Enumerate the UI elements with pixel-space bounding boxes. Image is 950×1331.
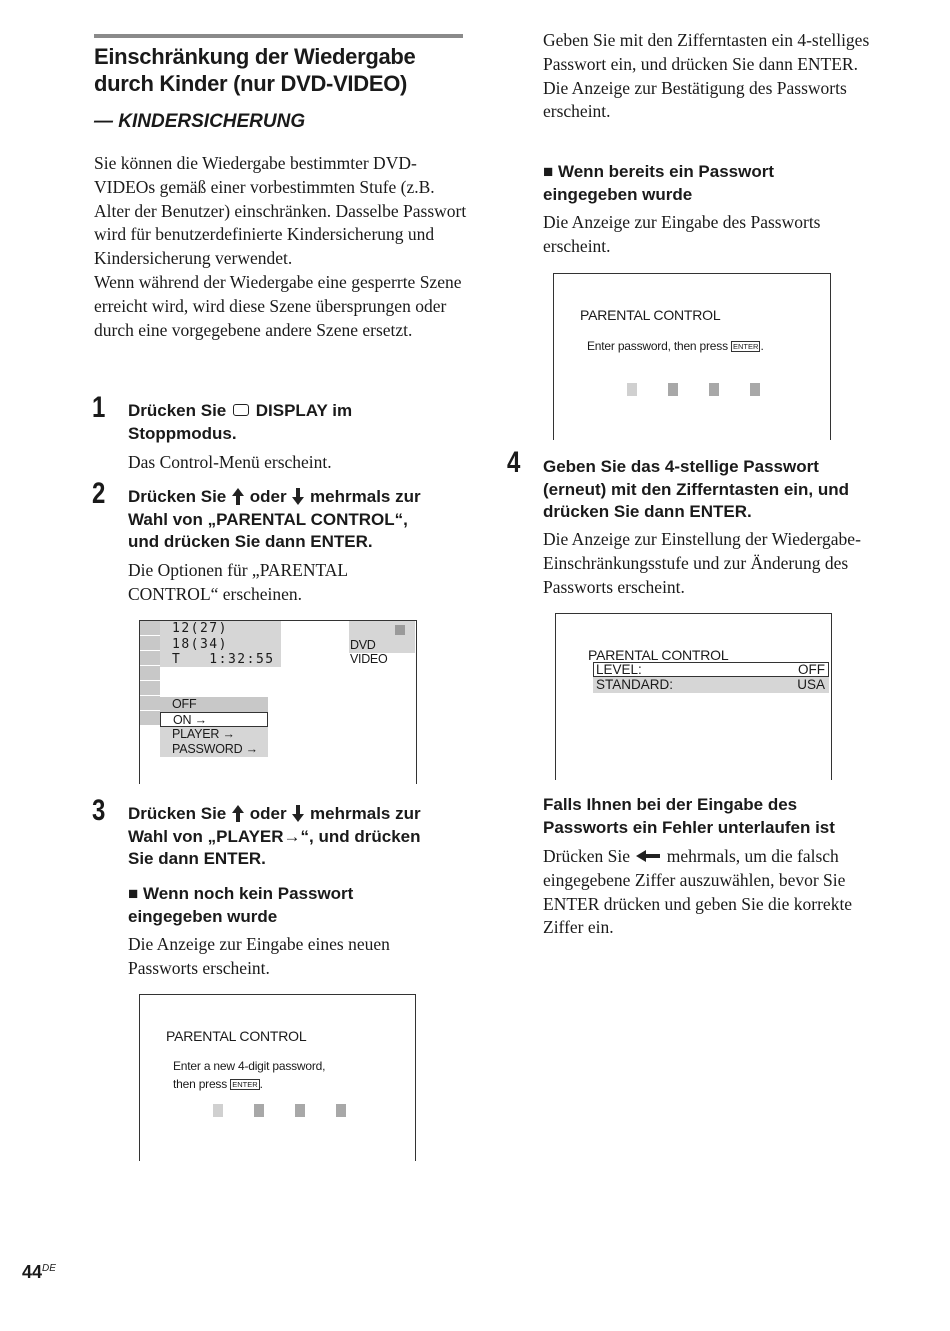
level-row[interactable] (593, 662, 829, 677)
intro-paragraph-1: Sie können die Wiedergabe bestimmter DVD-VIDEOs gemäß einer vorbestimmten Stufe (z.B. Alter der Benutzer) einschränken. Dasselbe Passwort wird für benutzerdefinierte Kindersicherung und Kindersicherung verwendet. (94, 153, 467, 269)
step-3-subheading-2: ■ Wenn bereits ein Passwort eingegeben wurde (543, 162, 775, 204)
screen-title: PARENTAL CONTROL (580, 307, 721, 323)
menu-status-panel (160, 621, 281, 667)
control-menu-screen (139, 620, 417, 784)
step-3-continued (543, 29, 883, 124)
menu-icon-cell (140, 711, 160, 726)
password-digit-slot (336, 1104, 346, 1117)
step-3-text-c: mehrmals zur (310, 804, 421, 823)
standard-value: USA (797, 677, 825, 692)
level-label: LEVEL: (596, 662, 642, 677)
step-3-text-e: Sie dann ENTER. (128, 849, 266, 868)
screen-prompt-line-1: Enter a new 4-digit password, (173, 1059, 326, 1073)
menu-icon-cell (140, 621, 160, 636)
screen-prompt-period: . (760, 339, 764, 353)
menu-title-line: 12(27) (172, 621, 228, 636)
step-1-text-b: DISPLAY im Stoppmodus. (128, 401, 353, 443)
arrow-down-icon (292, 488, 304, 505)
standard-label: STANDARD: (596, 677, 674, 692)
step-2-text-e: und drücken Sie dann ENTER. (128, 532, 373, 551)
password-digit-slot (254, 1104, 264, 1117)
screen-prompt-period: . (259, 1077, 263, 1091)
step-3-subheading: ■ Wenn noch kein Passwort eingegeben wurde (128, 884, 354, 926)
step-4-body: Die Anzeige zur Einstellung der Wiedergabe-Einschränkungsstufe und zur Änderung des Passworts erscheint. (543, 529, 861, 597)
step-3-number: 3 (92, 794, 106, 827)
screen-prompt-line (587, 339, 764, 353)
arrow-up-icon (232, 805, 244, 822)
display-icon (233, 404, 249, 416)
new-password-screen (139, 994, 416, 1161)
step-1-body: Das Control-Menü erscheint. (128, 452, 332, 472)
step-3-instruction (128, 803, 458, 871)
screen-prompt-line-2 (173, 1077, 263, 1091)
page-number-suffix: DE (42, 1263, 56, 1274)
level-value: OFF (798, 662, 825, 677)
page-title: Einschränkung der Wiedergabe durch Kinder (nur DVD-VIDEO) (94, 44, 416, 96)
enter-key-icon: ENTER (733, 342, 759, 352)
intro-text (94, 152, 469, 342)
step-2-instruction (128, 486, 458, 554)
option-player[interactable]: PLAYER → (160, 727, 268, 742)
step-4-number: 4 (507, 446, 521, 479)
step-2-text-c: mehrmals zur (310, 487, 421, 506)
password-digit-slot (627, 383, 637, 396)
step-3-text-d: Wahl von „PLAYER→“, und drücken (128, 826, 421, 846)
step-1-text-a: Drücken Sie (128, 401, 227, 420)
page-number (22, 1262, 56, 1283)
step-1-number: 1 (92, 391, 106, 424)
password-digit-slot (295, 1104, 305, 1117)
enter-password-screen (553, 273, 831, 440)
disc-icon (395, 625, 405, 635)
step-3-text-b: oder (249, 804, 287, 823)
option-off[interactable]: OFF (160, 697, 268, 712)
step-3-text-a: Drücken Sie (128, 804, 227, 823)
error-note-text-a: Drücken Sie (543, 846, 630, 866)
step-4-instruction: Geben Sie das 4-stellige Passwort (erneut) mit den Zifferntasten ein, und drücken Sie dann ENTER. (543, 457, 850, 521)
menu-icon-cell (140, 666, 160, 681)
arrow-up-icon (232, 488, 244, 505)
step-2-text-b: oder (249, 487, 287, 506)
password-digit-slot (750, 383, 760, 396)
screen-prompt-text: then press (173, 1077, 228, 1091)
password-digit-slot (668, 383, 678, 396)
menu-time-line: T 1:32:55 (172, 652, 275, 667)
dvd-video-label: DVD VIDEO (350, 638, 388, 666)
heading-rule (94, 34, 463, 38)
menu-icon-cell (140, 696, 160, 711)
password-digit-slot (213, 1104, 223, 1117)
screen-prompt-text: Enter password, then press (587, 339, 728, 353)
password-digit-slot (709, 383, 719, 396)
step-1-instruction (128, 400, 448, 445)
page-number-value: 44 (22, 1262, 43, 1282)
dvd-type-panel (349, 621, 415, 666)
intro-paragraph-2: Wenn während der Wiedergabe eine gesperrte Szene erreicht wird, wird diese Szene übersprungen oder durch eine vorgegebene andere Szene ersetzt. (94, 271, 462, 340)
menu-icon-cell (140, 681, 160, 696)
standard-row[interactable] (593, 677, 829, 693)
step-3-sub-body: Die Anzeige zur Eingabe eines neuen Passworts erscheint. (128, 934, 390, 978)
menu-icon-cell (140, 651, 160, 666)
arrow-left-icon (636, 850, 660, 862)
error-note-body (543, 845, 883, 940)
option-password[interactable]: PASSWORD → (160, 742, 268, 757)
parental-level-screen (555, 613, 832, 780)
step-3-sub-body-2: Die Anzeige zur Eingabe des Passworts erscheint. (543, 212, 821, 256)
option-on[interactable]: ON → (160, 712, 268, 727)
menu-chapter-line: 18(34) (172, 636, 228, 652)
arrow-down-icon (292, 805, 304, 822)
page-subtitle: — KINDERSICHERUNG (94, 111, 306, 132)
screen-title: PARENTAL CONTROL (588, 647, 729, 663)
step-2-text-a: Drücken Sie (128, 487, 227, 506)
menu-icon-cell (140, 636, 160, 651)
step-2-body: Die Optionen für „PARENTAL CONTROL“ erscheinen. (128, 560, 348, 604)
screen-title: PARENTAL CONTROL (166, 1028, 307, 1044)
step-3-continued-p2: Die Anzeige zur Bestätigung des Passworts erscheint. (543, 77, 847, 122)
step-2-text-d: Wahl von „PARENTAL CONTROL“, (128, 509, 408, 529)
step-2-number: 2 (92, 477, 106, 510)
error-note-heading: Falls Ihnen bei der Eingabe des Passworts ein Fehler unterlaufen ist (543, 795, 835, 837)
enter-key-icon: ENTER (232, 1080, 258, 1090)
error-note-text-b: mehrmals, um die falsch eingegebene Ziffer auszuwählen, bevor Sie ENTER drücken und geben Sie die korrekte Ziffer ein. (543, 846, 853, 938)
step-3-continued-p1: Geben Sie mit den Zifferntasten ein 4-stelliges Passwort ein, und drücken Sie dann ENTER. (543, 30, 870, 74)
